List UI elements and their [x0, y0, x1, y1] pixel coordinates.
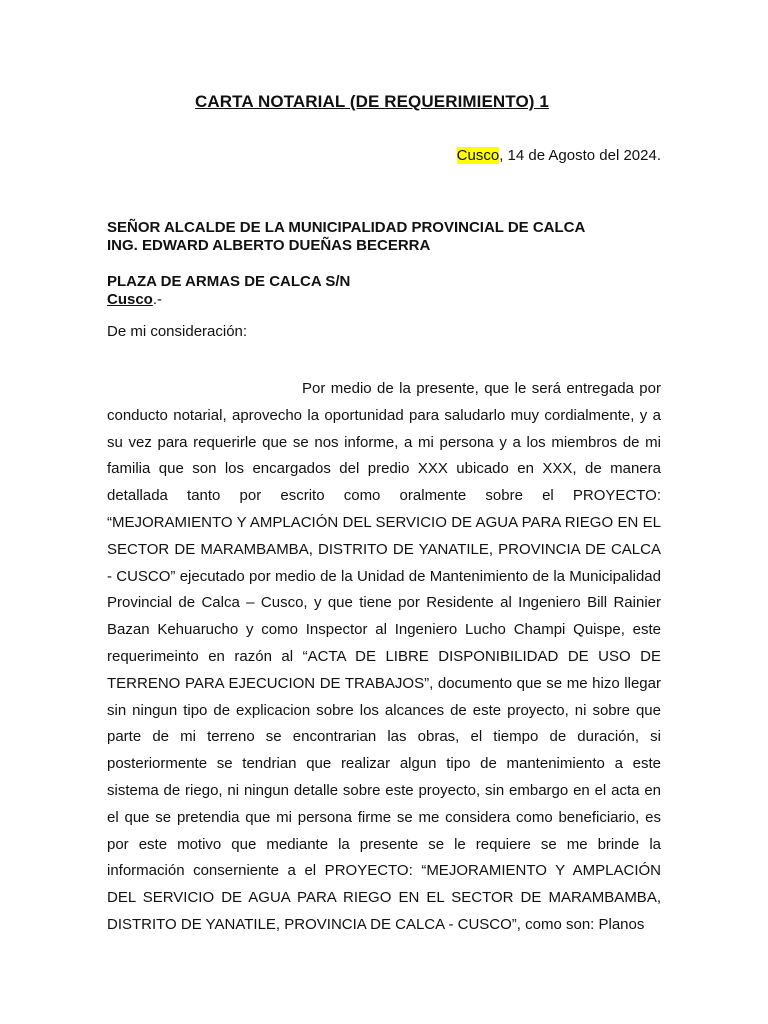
recipient-name: ING. EDWARD ALBERTO DUEÑAS BECERRA	[107, 237, 431, 254]
recipient-title: SEÑOR ALCALDE DE LA MUNICIPALIDAD PROVINCIAL DE CALCA	[107, 219, 586, 236]
recipient-city-suffix: .-	[152, 291, 163, 308]
greeting: De mi consideración:	[107, 323, 248, 340]
date-text: , 14 de Agosto del 2024.	[499, 147, 661, 164]
recipient-address: PLAZA DE ARMAS DE CALCA S/N	[107, 273, 351, 290]
body-paragraph: Por medio de la presente, que le será entregada por conducto notarial, aprovecho la oportunidad para saludarlo muy cordialmente, y a su vez para requerirle que se nos informe, a mi persona y a los miembros de mi familia que son los encargados del predio XXX ubicado en XXX, de manera detallada tanto por escrito como oralmente sobre el PROYECTO: “MEJORAMIENTO Y AMPLACIÓN DEL SERVICIO DE AGUA PARA RIEGO EN EL SECTOR DE MARAMBAMBA, DISTRITO DE YANATILE, PROVINCIA DE CALCA - CUSCO” ejecutado por medio de la Unidad de Mantenimiento de la Municipalidad Provincial de Calca – Cusco, y que tiene por Residente al Ingeniero Bill Rainier Bazan Kehuarucho y como Inspector al Ingeniero Lucho Champi Quispe, este requerimeinto en razón al “ACTA DE LIBRE DISPONIBILIDAD DE USO DE TERRENO PARA EJECUCION DE TRABAJOS”, documento que se me hizo llegar sin ningun tipo de explicacion sobre los alcances de este proyecto, ni sobre que parte de mi terreno se encontrarian las obras, el tiempo de duración, si posteriormente se tendrian que realizar algun tipo de mantenimiento a este sistema de riego, ni ningun detalle sobre este proyecto, sin embargo en el acta en el que se pretendia que mi persona firme se me considera como beneficiario, es por este motivo que mediante la presente se le requiere se me brinde la información conserniente a el PROYECTO: “MEJORAMIENTO Y AMPLACIÓN DEL SERVICIO DE AGUA PARA RIEGO EN EL SECTOR DE MARAMBAMBA, DISTRITO DE YANATILE, PROVINCIA DE CALCA - CUSCO”, como son: Planos	[107, 380, 661, 933]
recipient-city: Cusco	[107, 291, 153, 308]
document-title: CARTA NOTARIAL (DE REQUERIMIENTO) 1	[195, 92, 549, 111]
recipient-city-line	[107, 291, 162, 309]
date-city-highlighted: Cusco	[456, 147, 500, 164]
date-line	[457, 147, 661, 164]
